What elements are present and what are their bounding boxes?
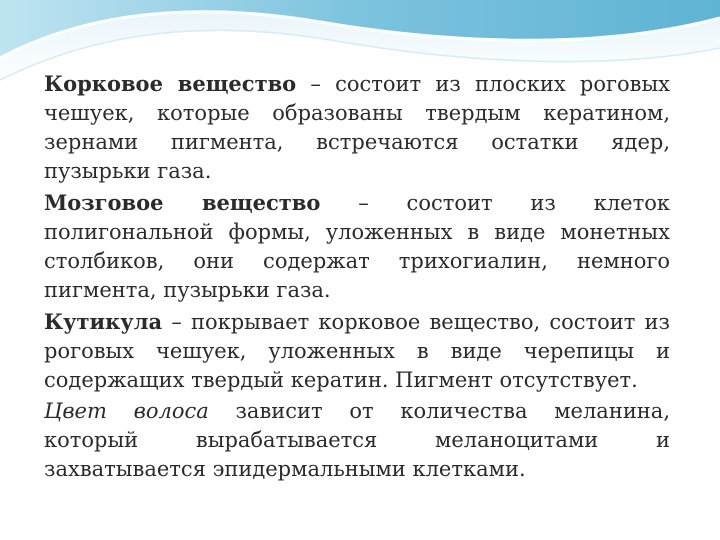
slide-body (44, 69, 670, 486)
paragraph-cuticle-text: – покрывает корковое вещество, состоит из роговых чешуек, уложенных в виде черепицы и содержащих твердый кератин. Пигмент отсутствует. (44, 310, 670, 392)
term-cuticle: Кутикула (44, 309, 163, 334)
paragraph-cortex (44, 69, 670, 186)
term-cortex: Корковое вещество (44, 71, 297, 96)
paragraph-cuticle (44, 307, 670, 395)
paragraph-cortex-text: – состоит из плоских роговых чешуек, которые образованы твердым кератином, зернами пигмента, встречаются остатки ядер, пузырьки газа. (44, 72, 671, 183)
term-medulla: Мозговое вещество (44, 190, 321, 215)
paragraph-medulla (44, 188, 670, 305)
paragraph-hair-color (44, 397, 670, 484)
paragraph-hair-color-text: зависит от количества меланина, который вырабатывается меланоцитами и захватывается эпидермальными клетками. (44, 399, 671, 481)
term-hair-color: Цвет волоса (44, 399, 209, 423)
paragraph-medulla-text: – состоит из клеток полигональной формы, уложенных в виде монетных столбиков, они содержат трихогиалин, немного пигмента, пузырьки газа. (44, 191, 670, 302)
